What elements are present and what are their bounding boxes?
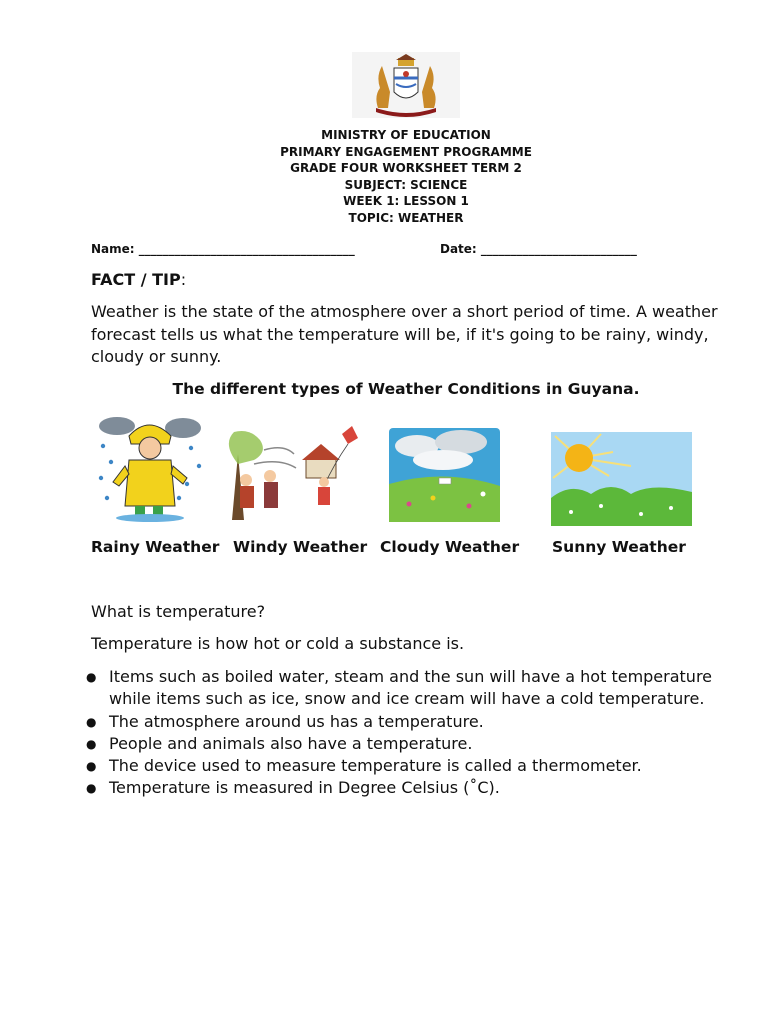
- weather-definition-paragraph: Weather is the state of the atmosphere over a short period of time. A weather forecast tells us what the temperature will be, if it's going to be rainy, windy, cloudy or sunny.: [91, 302, 718, 366]
- ministry-title: MINISTRY OF EDUCATION: [321, 128, 491, 142]
- temperature-definition: Temperature is how hot or cold a substance is.: [91, 634, 465, 653]
- rainy-weather-caption: Rainy Weather: [91, 538, 220, 556]
- worksheet-title: GRADE FOUR WORKSHEET TERM 2: [290, 161, 522, 176]
- weather-types-title: The different types of Weather Conditions in Guyana.: [172, 380, 640, 398]
- document-header: [0, 127, 768, 227]
- date-field[interactable]: Date: __________________________: [440, 242, 637, 256]
- windy-weather-caption: Windy Weather: [233, 538, 368, 556]
- windy-weather-illustration: [224, 424, 364, 524]
- fact-tip-colon: :: [180, 270, 187, 289]
- name-field[interactable]: Name: ____________________________________: [91, 242, 355, 256]
- fact-tip-heading: [91, 270, 186, 289]
- cloudy-weather-caption: Cloudy Weather: [380, 538, 520, 556]
- temperature-question: What is temperature?: [91, 602, 266, 621]
- cloudy-weather-illustration: [389, 428, 500, 522]
- sunny-weather-caption: Sunny Weather: [552, 538, 686, 556]
- coat-of-arms-logo: [352, 52, 460, 118]
- list-item: ● Temperature is measured in Degree Celsius (˚C).: [86, 777, 726, 799]
- programme-title: PRIMARY ENGAGEMENT PROGRAMME: [280, 144, 532, 159]
- sunny-weather-illustration: [551, 432, 692, 526]
- list-item: ● Items such as boiled water, steam and the sun will have a hot temperature while items such as ice, snow and ice cream will have a cold temperature.: [86, 666, 726, 711]
- rainy-weather-illustration: [93, 414, 207, 524]
- topic-line: TOPIC: WEATHER: [348, 210, 464, 225]
- fact-tip-label: FACT / TIP: [91, 270, 181, 289]
- list-item: ● The atmosphere around us has a temperature.: [86, 711, 726, 733]
- list-item: ● People and animals also have a temperature.: [86, 733, 726, 755]
- subject-line: SUBJECT: SCIENCE: [344, 177, 468, 192]
- temperature-facts-list: [86, 666, 726, 800]
- list-item: ● The device used to measure temperature is called a thermometer.: [86, 755, 726, 777]
- week-lesson-line: WEEK 1: LESSON 1: [343, 194, 469, 209]
